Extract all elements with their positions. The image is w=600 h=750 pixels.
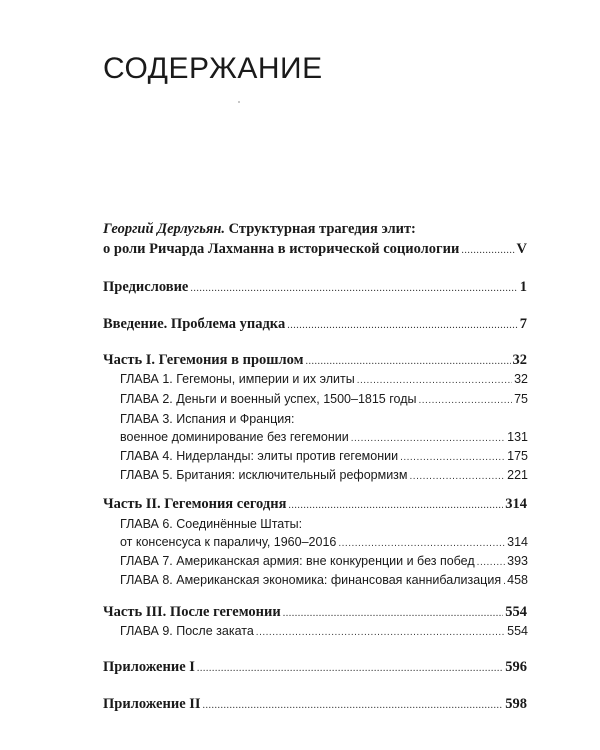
page-number: 458 [507,573,528,587]
toc-entry-appendix2[interactable] [103,696,527,713]
entry-label: от консенсуса к параличу, 1960–2016 [120,535,337,549]
page-number: 175 [507,449,528,463]
intro-essay-author: Георгий Дерлугьян. [103,221,226,237]
page-number: 314 [505,496,527,512]
scan-speck [238,101,240,103]
entry-label: Часть III. После гегемонии [103,604,281,620]
entry-label: ГЛАВА 8. Американская экономика: финансовая каннибализация [120,573,502,587]
leader-dots [190,283,517,294]
entry-label: Приложение II [103,696,201,712]
entry-label: военное доминирование без гегемонии [120,430,349,444]
toc-entry-intro-essay[interactable] [103,241,527,258]
leader-dots [338,538,505,549]
page-number: 596 [505,659,527,675]
toc-entry-part3[interactable] [103,604,527,621]
page-number: 1 [519,279,527,295]
leader-dots [288,500,503,511]
entry-label: Введение. Проблема упадка [103,316,286,332]
toc-entry-chapter-1[interactable] [120,372,528,386]
chapter-3-line1: ГЛАВА 3. Испания и Франция: [120,412,295,426]
toc-entry-appendix1[interactable] [103,659,527,676]
toc-entry-chapter-6[interactable] [120,535,528,549]
toc-entry-chapter-9[interactable] [120,624,528,638]
entry-label: ГЛАВА 9. После заката [120,624,254,638]
leader-dots [306,356,511,367]
leader-dots [410,471,506,482]
entry-label: Часть I. Гегемония в прошлом [103,352,304,368]
toc-entry-introduction[interactable] [103,316,527,333]
leader-dots [203,700,504,711]
entry-label: ГЛАВА 1. Гегемоны, империи и их элиты [120,372,355,386]
page-number: 131 [507,430,528,444]
leader-dots [351,433,505,444]
entry-label: ГЛАВА 4. Нидерланды: элиты против гегемонии [120,449,399,463]
entry-label: ГЛАВА 7. Американская армия: вне конкуренции и без побед [120,554,475,568]
intro-essay-title-line1: Структурная трагедия элит: [228,221,416,237]
toc-entry-chapter-3[interactable] [120,430,528,444]
page-number: V [516,241,527,257]
page-number: 598 [505,696,527,712]
toc-entry-chapter-8[interactable] [120,573,528,587]
entry-label: ГЛАВА 2. Деньги и военный успех, 1500–1815 годы [120,392,417,406]
page-number: 221 [507,468,528,482]
entry-label: Приложение I [103,659,195,675]
entry-label: Часть II. Гегемония сегодня [103,496,287,512]
toc-entry-chapter-2[interactable] [120,392,528,406]
leader-dots [418,395,512,406]
leader-dots [357,375,512,386]
chapter-6-line1: ГЛАВА 6. Соединённые Штаты: [120,517,303,531]
page-title: СОДЕРЖАНИЕ [103,52,323,85]
leader-dots [477,557,505,568]
leader-dots [197,663,503,674]
leader-dots [503,576,505,587]
toc-entry-part1[interactable] [103,352,527,369]
leader-dots [287,320,518,331]
toc-entry-chapter-7[interactable] [120,554,528,568]
page-number: 554 [507,624,528,638]
page-number: 32 [512,352,527,368]
page-number: 554 [505,604,527,620]
leader-dots [283,608,504,619]
page-number: 75 [514,392,528,406]
toc-entry-preface[interactable] [103,279,527,296]
leader-dots [400,452,505,463]
leader-dots [461,245,514,256]
leader-dots [256,627,505,638]
entry-label: ГЛАВА 5. Британия: исключительный реформизм [120,468,408,482]
toc-entry-chapter-5[interactable] [120,468,528,482]
intro-essay-title-line2: о роли Ричарда Лахманна в исторической социологии [103,241,460,257]
page-number: 314 [507,535,528,549]
page-number: 7 [519,316,527,332]
entry-label: Предисловие [103,279,189,295]
page-number: 32 [514,372,528,386]
toc-entry-part2[interactable] [103,496,527,513]
page-number: 393 [507,554,528,568]
intro-essay-line1 [103,221,416,238]
toc-entry-chapter-4[interactable] [120,449,528,463]
